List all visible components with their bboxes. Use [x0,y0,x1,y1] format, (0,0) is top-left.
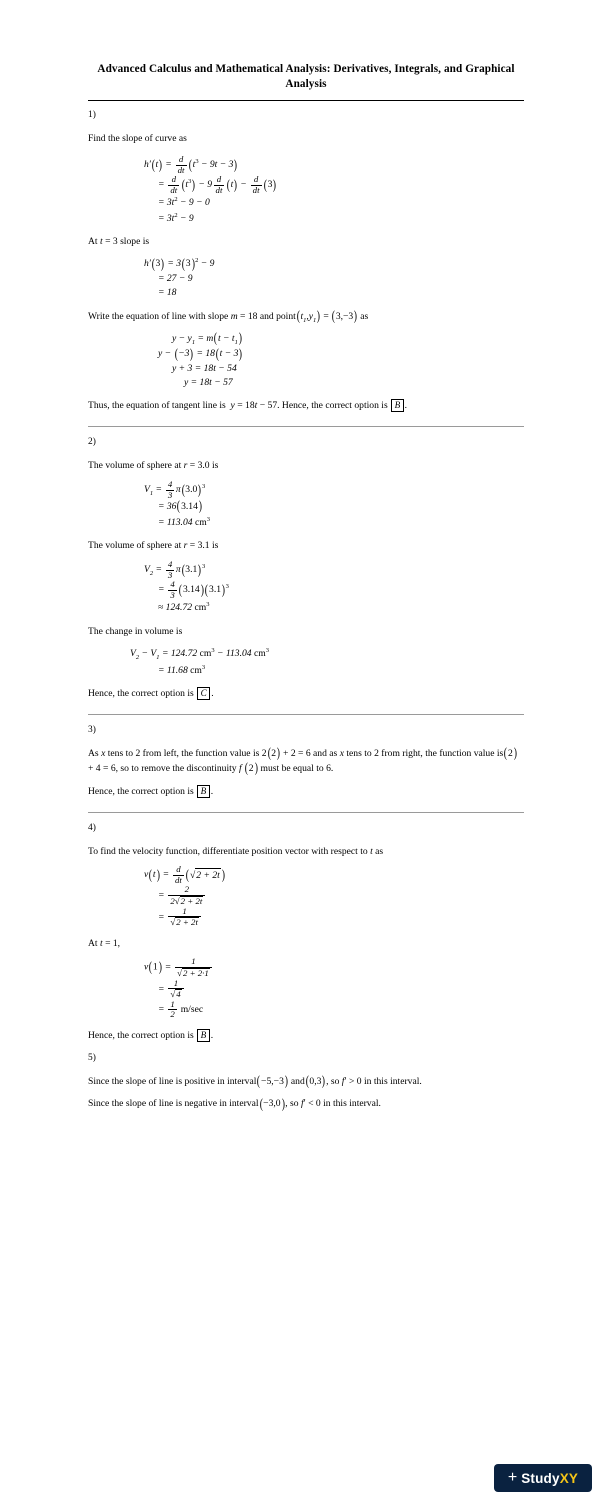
q2-conclusion-suffix: . [211,688,214,700]
q2-math-block-2: $V_2$ = $\frac{4}{3}$ $\pi(3.1)^3$ = $\frac{4}{3}$ $(3.14)(3.1)^3$ ≈ 124.72 $cm^3$ [144,559,229,614]
q5-body-line-2: Since the slope of line is negative in interval(−3,0), so f′ < 0 in this interval. [88,1096,381,1112]
q1-line-2: At t = 3 slope is [88,236,150,248]
question-number-4: 4) [88,822,96,833]
question-number-2: 2) [88,437,96,448]
q4-conclusion-suffix: . [210,1029,214,1041]
q2-conclusion [88,687,524,702]
question-number-5: 5) [88,1052,96,1063]
q2-answer-box: C [197,687,210,700]
q3-conclusion-prefix: Hence, the correct option is [88,785,194,797]
q4-conclusion-prefix: Hence, the correct option is [88,1029,194,1041]
q2-conclusion-prefix: Hence, the correct option is [88,688,194,700]
q5-body-line-1: Since the slope of line is positive in interval(−5,−3) and(0,3), so f′ > 0 in this interval. [88,1073,422,1089]
studyxy-watermark [494,1464,592,1492]
section-divider-3 [88,812,524,813]
q3-body: As x tens to 2 from left, the function value is 2(2) + 2 = 6 and as x tens to 2 from right, the function value is(2) + 4 = 6, so to remove the discontinuity f (2) must be equal to 6. [88,746,517,777]
title-divider [88,100,524,101]
q2-math-block-3: $V_2 - V_1 = 124.72$ $cm^3 - 113.04$ $cm^3$ = 11.68 $cm^3$ [130,646,269,676]
q4-line-2: At t = 1, [88,937,121,949]
q2-line-1: The volume of sphere at r = 3.0 is [88,460,219,472]
q1-math-block-2: $h'(3) = 3(3)^2 - 9$ = 27 − 9 = 18 [144,256,215,299]
q3-conclusion [88,785,524,800]
q1-conclusion-suffix: . [404,400,408,412]
q2-line-2: The volume of sphere at r = 3.1 is [88,540,219,552]
q1-conclusion: Thus, the equation of tangent line is y = 18t − 57. Hence, the correct option is B . [88,400,408,412]
q2-line-3: The change in volume is [88,625,183,637]
q4-line-1: To find the velocity function, differentiate position vector with respect to t as [88,845,384,857]
q1-answer-box: B [391,399,404,412]
q1-line-3: Write the equation of line with slope m = 18 and $point(t_1,y_1) = (3,-3)$ as [88,308,369,324]
question-number-3: 3) [88,724,96,735]
q2-math-block-1: $V_1$ = $\frac{4}{3}$ $\pi(3.0)^3$ = 36(3.14) = 113.04 $cm^3$ [144,479,210,528]
q3-conclusion-suffix: . [210,785,214,797]
q4-math-block-2: v(1) = $\frac{1}{√2 + 2\cdot 1}$ = $\frac{1}{√4}$ = $\frac{1}{2}$ m/sec [88,957,524,1019]
q4-answer-box: B [197,1029,210,1042]
brand-accent: XY [559,1470,579,1486]
q1-math-block-3: $y - y_1 = m(t - t_1)$ y − (−3) = 18(t − 3) y + 3 = 18t − 54 y = 18t − 57 [158,330,243,389]
q4-math-block-1: v(t) = $\frac{d}{dt}$ (√2 + 2t ) = $\frac{2}{2√2 + 2t}$ = $\frac{1}{√2 + 2t}$ [144,864,225,928]
brand-label [521,1471,578,1486]
q4-conclusion [88,1029,524,1044]
q1-math-block-1: h′(t) = $\frac{d}{dt}$ $(t^3 - 9t - 3)$ = $\frac{d}{dt}$ $(t^3) - 9$ $\frac{d}{dt}$ (t) − $\frac{d}{dt}$ (3) = $3t^2 - 9 - 0$ = $3t^2 - 9$ [144,154,277,224]
brand-main: Study [521,1470,560,1486]
question-number-1: 1) [88,110,96,121]
q1-conclusion-prefix: Thus, the equation of tangent line is [88,400,226,412]
section-divider-2 [88,714,524,715]
q1-intro: Find the slope of curve as [88,133,187,145]
section-divider-1 [88,426,524,427]
page-title: Advanced Calculus and Mathematical Analysis: Derivatives, Integrals, and Graphical Analysis [97,63,515,91]
q1-conclusion-mid: . Hence, the correct option is [277,400,388,412]
plus-icon: + [507,1469,518,1486]
q3-answer-box: B [197,785,210,798]
